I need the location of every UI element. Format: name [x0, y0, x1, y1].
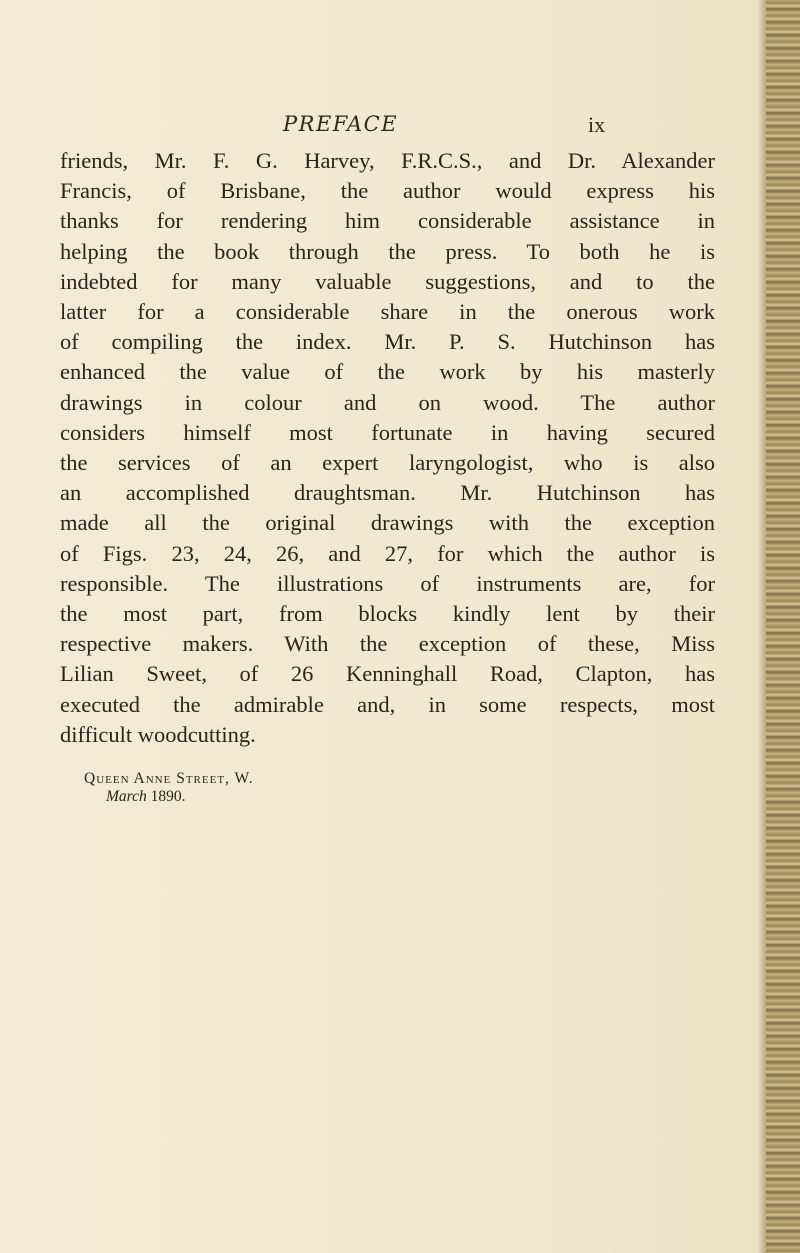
text-line: executed the admirable and, in some respects, most [60, 691, 715, 717]
signature-block [84, 770, 254, 806]
text-line: an accomplished draughtsman. Mr. Hutchinson has [60, 480, 715, 506]
text-line: made all the original drawings with the exception [60, 510, 715, 536]
text-line: respective makers. With the exception of these, Miss [60, 631, 715, 657]
text-line: responsible. The illustrations of instruments are, for [60, 570, 715, 596]
text-line: considers himself most fortunate in having secured [60, 419, 715, 445]
text-line: difficult woodcutting. [60, 721, 256, 747]
book-spine-edge [766, 0, 800, 1253]
signature-place: Queen Anne Street, W. [84, 770, 254, 787]
text-line: Francis, of Brisbane, the author would express his [60, 178, 715, 204]
running-title: PREFACE [283, 112, 399, 136]
text-line: enhanced the value of the work by his masterly [60, 359, 715, 385]
text-line: of Figs. 23, 24, 26, and 27, for which the author is [60, 540, 715, 566]
text-line: thanks for rendering him considerable assistance in [60, 208, 715, 234]
signature-month: March [106, 788, 147, 805]
running-head [0, 112, 800, 142]
gutter-shadow [758, 0, 766, 1253]
text-line: the services of an expert laryngologist, who is also [60, 450, 715, 476]
text-line: indebted for many valuable suggestions, and to the [60, 268, 715, 294]
preface-paragraph [60, 146, 715, 750]
text-line: drawings in colour and on wood. The author [60, 389, 715, 415]
text-line: helping the book through the press. To both he is [60, 238, 715, 264]
text-line: of compiling the index. Mr. P. S. Hutchinson has [60, 329, 715, 355]
text-line: friends, Mr. F. G. Harvey, F.R.C.S., and Dr. Alexander [60, 148, 715, 173]
signature-year: 1890. [150, 788, 186, 805]
text-line: latter for a considerable share in the onerous work [60, 299, 715, 325]
text-line: Lilian Sweet, of 26 Kenninghall Road, Clapton, has [60, 661, 715, 687]
signature-date [106, 788, 254, 806]
text-line: the most part, from blocks kindly lent by their [60, 601, 715, 627]
page-number: ix [588, 112, 606, 137]
